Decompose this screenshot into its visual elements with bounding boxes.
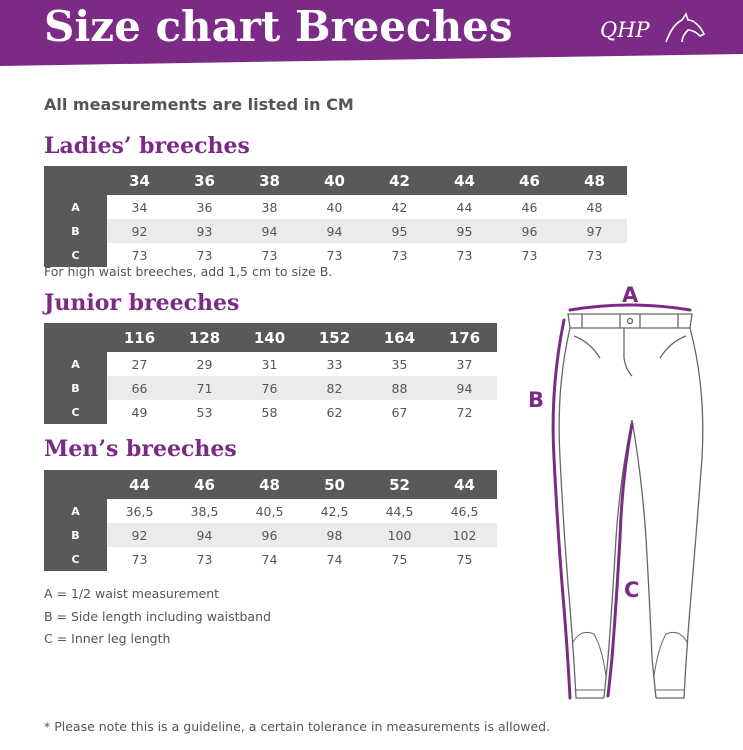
mens-title: Men’s breeches <box>44 436 237 462</box>
row-label: A <box>44 499 107 523</box>
measurement-legend <box>44 583 271 651</box>
ladies-title: Ladies’ breeches <box>44 133 250 159</box>
ladies-size-table <box>44 166 627 267</box>
table-row <box>44 376 497 400</box>
size-header: 46 <box>172 470 237 499</box>
size-header: 38 <box>237 166 302 195</box>
table-cell: 44,5 <box>385 503 414 519</box>
legend-item-c: C = Inner leg length <box>44 631 171 646</box>
table-cell: 73 <box>456 247 473 263</box>
table-cell: 98 <box>302 523 367 547</box>
table-cell: 53 <box>196 404 213 420</box>
breeches-outline <box>559 314 703 698</box>
table-cell: 96 <box>497 219 562 243</box>
table-cell: 36,5 <box>125 503 154 519</box>
corner-cell <box>44 323 107 352</box>
table-cell: 67 <box>391 404 408 420</box>
table-cell: 44 <box>456 199 473 215</box>
table-cell: 96 <box>237 523 302 547</box>
table-cell: 35 <box>391 356 408 372</box>
table-cell: 40,5 <box>255 503 284 519</box>
table-cell: 73 <box>196 551 213 567</box>
table-cell: 37 <box>456 356 473 372</box>
label-c: C <box>624 578 640 602</box>
corner-cell <box>44 166 107 195</box>
label-b: B <box>528 388 545 412</box>
row-label: B <box>44 376 107 400</box>
table-cell: 73 <box>261 247 278 263</box>
table-cell: 72 <box>456 404 473 420</box>
table-cell: 73 <box>131 551 148 567</box>
size-header-row <box>44 323 497 352</box>
row-label: C <box>44 400 107 424</box>
table-cell: 73 <box>196 247 213 263</box>
legend-item-b: B = Side length including waistband <box>44 608 271 624</box>
table-row <box>44 352 497 376</box>
table-cell: 46 <box>521 199 538 215</box>
table-cell: 100 <box>367 523 432 547</box>
breeches-diagram <box>520 278 740 740</box>
size-header: 36 <box>172 166 237 195</box>
table-cell: 29 <box>196 356 213 372</box>
high-waist-note: For high waist breeches, add 1,5 cm to size B. <box>44 264 333 279</box>
inner-leg-line <box>608 424 632 696</box>
table-cell: 73 <box>326 247 343 263</box>
size-header: 128 <box>172 323 237 352</box>
table-cell: 71 <box>172 376 237 400</box>
brand-logo-text: QHP <box>600 18 650 42</box>
table-cell: 97 <box>562 219 627 243</box>
table-cell: 42 <box>391 199 408 215</box>
label-a: A <box>622 283 639 307</box>
table-cell: 74 <box>261 551 278 567</box>
legend-item-a: A = 1/2 waist measurement <box>44 586 220 601</box>
table-cell: 76 <box>237 376 302 400</box>
size-header: 40 <box>302 166 367 195</box>
table-cell: 38 <box>261 199 278 215</box>
size-header: 44 <box>107 470 172 499</box>
table-cell: 48 <box>586 199 603 215</box>
size-header: 34 <box>107 166 172 195</box>
table-cell: 92 <box>107 219 172 243</box>
table-cell: 38,5 <box>190 503 219 519</box>
table-cell: 34 <box>131 199 148 215</box>
table-cell: 102 <box>432 523 497 547</box>
table-cell: 94 <box>172 523 237 547</box>
table-row <box>44 547 497 571</box>
table-cell: 42,5 <box>320 503 349 519</box>
size-header: 176 <box>432 323 497 352</box>
horse-head-icon <box>660 12 708 46</box>
size-header: 48 <box>562 166 627 195</box>
size-header: 48 <box>237 470 302 499</box>
junior-size-table <box>44 323 497 424</box>
guideline-footnote: * Please note this is a guideline, a certain tolerance in measurements is allowed. <box>44 719 551 734</box>
table-cell: 46,5 <box>450 503 479 519</box>
size-header: 44 <box>432 470 497 499</box>
table-cell: 58 <box>261 404 278 420</box>
table-cell: 36 <box>196 199 213 215</box>
table-cell: 73 <box>586 247 603 263</box>
row-label: A <box>44 352 107 376</box>
table-cell: 88 <box>367 376 432 400</box>
row-label: B <box>44 523 107 547</box>
table-cell: 74 <box>326 551 343 567</box>
table-cell: 94 <box>302 219 367 243</box>
table-cell: 40 <box>326 199 343 215</box>
size-header: 46 <box>497 166 562 195</box>
table-cell: 75 <box>391 551 408 567</box>
table-row <box>44 499 497 523</box>
size-header: 116 <box>107 323 172 352</box>
table-cell: 94 <box>432 376 497 400</box>
table-cell: 62 <box>326 404 343 420</box>
table-cell: 75 <box>456 551 473 567</box>
row-label: C <box>44 243 107 267</box>
row-label: A <box>44 195 107 219</box>
size-header: 50 <box>302 470 367 499</box>
junior-title: Junior breeches <box>44 290 240 316</box>
size-header: 164 <box>367 323 432 352</box>
table-row <box>44 219 627 243</box>
size-header: 152 <box>302 323 367 352</box>
size-header: 44 <box>432 166 497 195</box>
table-cell: 31 <box>261 356 278 372</box>
brand-logo <box>600 18 650 42</box>
size-header: 140 <box>237 323 302 352</box>
units-note: All measurements are listed in CM <box>44 95 354 114</box>
table-cell: 73 <box>131 247 148 263</box>
table-cell: 93 <box>172 219 237 243</box>
table-cell: 82 <box>302 376 367 400</box>
row-label: C <box>44 547 107 571</box>
table-row <box>44 195 627 219</box>
table-cell: 95 <box>367 219 432 243</box>
table-cell: 27 <box>131 356 148 372</box>
page-title: Size chart Breeches <box>44 2 513 51</box>
size-header: 42 <box>367 166 432 195</box>
row-label: B <box>44 219 107 243</box>
table-cell: 95 <box>432 219 497 243</box>
measurement-lines <box>553 305 690 698</box>
table-cell: 33 <box>326 356 343 372</box>
table-cell: 66 <box>107 376 172 400</box>
size-header-row <box>44 470 497 499</box>
table-row <box>44 523 497 547</box>
table-row <box>44 400 497 424</box>
table-cell: 94 <box>237 219 302 243</box>
table-cell: 73 <box>521 247 538 263</box>
corner-cell <box>44 470 107 499</box>
table-cell: 73 <box>391 247 408 263</box>
table-cell: 92 <box>107 523 172 547</box>
table-cell: 49 <box>131 404 148 420</box>
mens-size-table <box>44 470 497 571</box>
size-header-row <box>44 166 627 195</box>
size-header: 52 <box>367 470 432 499</box>
